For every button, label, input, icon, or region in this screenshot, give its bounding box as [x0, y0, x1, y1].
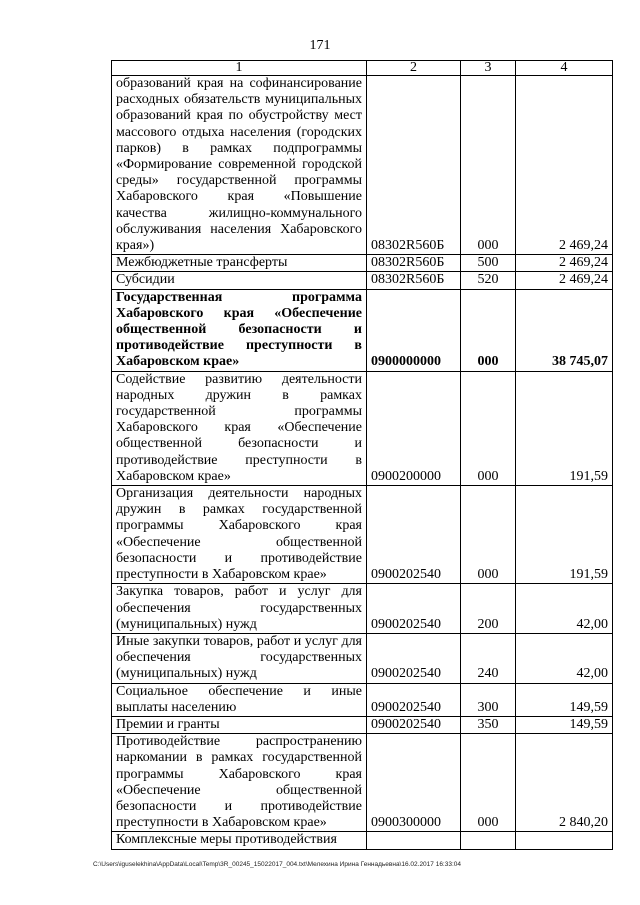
- row-expense-type: 000: [461, 734, 516, 832]
- table-header-row: [112, 61, 613, 76]
- page-number: 171: [309, 38, 331, 53]
- table-row: [112, 716, 613, 733]
- row-amount: 191,59: [516, 486, 613, 584]
- row-code: [367, 832, 461, 849]
- row-amount: 2 469,24: [516, 76, 613, 255]
- row-code: 0900300000: [367, 734, 461, 832]
- row-amount: 2 840,20: [516, 734, 613, 832]
- row-code: 08302R560Б: [367, 255, 461, 272]
- row-description: Субсидии: [112, 272, 367, 289]
- row-code: 08302R560Б: [367, 272, 461, 289]
- row-expense-type: 200: [461, 584, 516, 634]
- row-description: Комплексные меры противодействия: [112, 832, 367, 849]
- table-row: [112, 76, 613, 255]
- row-description: Премии и гранты: [112, 716, 367, 733]
- file-path-footer: C:\Users\iguselekhina\AppData\Local\Temp\3R_00245_15022017_004.txt\Мелехина Ирина Геннадьевна\16.02.2017 16:33:04: [93, 861, 462, 868]
- row-expense-type: [461, 832, 516, 849]
- row-expense-type: 000: [461, 371, 516, 485]
- row-expense-type: 350: [461, 716, 516, 733]
- row-expense-type: 000: [461, 486, 516, 584]
- row-amount: 2 469,24: [516, 255, 613, 272]
- row-amount: 42,00: [516, 584, 613, 634]
- table-row: [112, 633, 613, 683]
- row-description: Иные закупки товаров, работ и услуг для обеспечения государственных (муниципальных) нужд: [112, 633, 367, 683]
- row-description: Государственная программа Хабаровского края «Обеспечение общественной безопасности и противодействие преступности в Хабаровском крае»: [112, 289, 367, 371]
- header-col-4: 4: [516, 61, 613, 76]
- row-code: 0900200000: [367, 371, 461, 485]
- header-col-2: 2: [367, 61, 461, 76]
- row-description: Социальное обеспечение и иные выплаты населению: [112, 683, 367, 716]
- row-expense-type: 500: [461, 255, 516, 272]
- row-expense-type: 300: [461, 683, 516, 716]
- row-code: 0900202540: [367, 683, 461, 716]
- row-description: Содействие развитию деятельности народных дружин в рамках государственной программы Хабаровского края «Обеспечение общественной безопасности и противодействие преступности в Хабаровском крае»: [112, 371, 367, 485]
- row-amount: [516, 832, 613, 849]
- row-description: Межбюджетные трансферты: [112, 255, 367, 272]
- table-row: [112, 272, 613, 289]
- row-amount: 191,59: [516, 371, 613, 485]
- row-expense-type: 240: [461, 633, 516, 683]
- header-col-3: 3: [461, 61, 516, 76]
- row-description: образований края на софинансирование расходных обязательств муниципальных образований края по обустройству мест массового отдыха населения (городских парков) в рамках подпрограммы «Формирование современной городской среды» государственной программы Хабаровского края «Повышение качества жилищно-коммунального обслуживания населения Хабаровского края»): [112, 76, 367, 255]
- table-row: [112, 734, 613, 832]
- row-code: 08302R560Б: [367, 76, 461, 255]
- row-amount: 2 469,24: [516, 272, 613, 289]
- table-row: [112, 371, 613, 485]
- table-row: [112, 486, 613, 584]
- table-body: [112, 61, 613, 850]
- table-row: [112, 289, 613, 371]
- header-col-1: 1: [112, 61, 367, 76]
- table-row: [112, 584, 613, 634]
- row-amount: 38 745,07: [516, 289, 613, 371]
- row-amount: 149,59: [516, 683, 613, 716]
- row-amount: 42,00: [516, 633, 613, 683]
- table-row: [112, 832, 613, 849]
- row-expense-type: 000: [461, 76, 516, 255]
- row-code: 0900202540: [367, 716, 461, 733]
- row-expense-type: 520: [461, 272, 516, 289]
- table-row: [112, 683, 613, 716]
- row-description: Закупка товаров, работ и услуг для обеспечения государственных (муниципальных) нужд: [112, 584, 367, 634]
- row-description: Противодействие распространению наркомании в рамках государственной программы Хабаровского края «Обеспечение общественной безопасности и противодействие преступности в Хабаровском крае»: [112, 734, 367, 832]
- row-amount: 149,59: [516, 716, 613, 733]
- row-code: 0900202540: [367, 486, 461, 584]
- row-code: 0900202540: [367, 633, 461, 683]
- row-expense-type: 000: [461, 289, 516, 371]
- table-row: [112, 255, 613, 272]
- budget-table: [111, 60, 613, 850]
- row-code: 0900000000: [367, 289, 461, 371]
- row-code: 0900202540: [367, 584, 461, 634]
- row-description: Организация деятельности народных дружин в рамках государственной программы Хабаровского края «Обеспечение общественной безопасности и противодействие преступности в Хабаровском крае»: [112, 486, 367, 584]
